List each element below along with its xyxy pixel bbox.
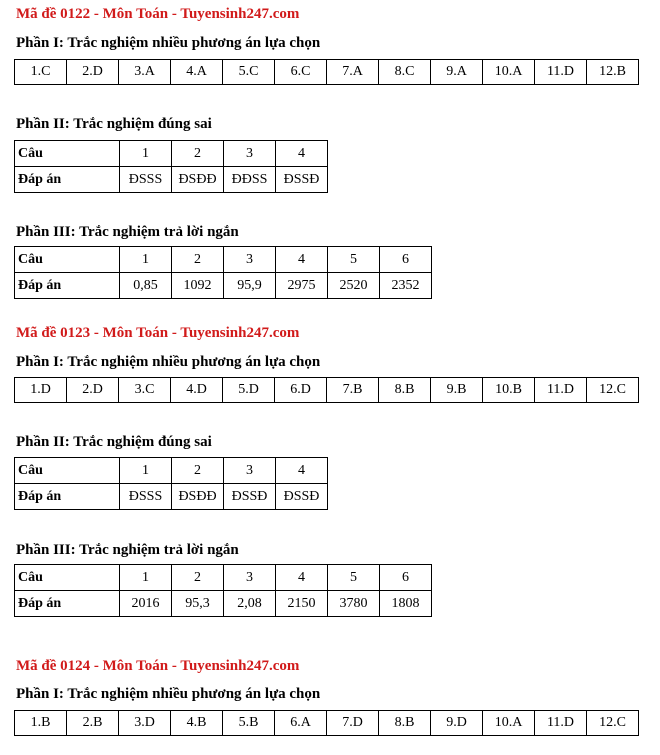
question-cell: 5 — [328, 247, 380, 273]
part2-answer-table — [14, 457, 328, 510]
part3-answer-table — [14, 564, 432, 617]
answer-cell: 6.A — [275, 711, 327, 736]
question-cell: 4 — [276, 565, 328, 591]
question-cell: 1 — [120, 565, 172, 591]
answer-cell: 7.D — [327, 711, 379, 736]
answer-cell: 1.B — [15, 711, 67, 736]
answer-cell: ĐSĐĐ — [172, 167, 224, 193]
question-cell: 4 — [276, 458, 328, 484]
question-cell: 2 — [172, 458, 224, 484]
answer-cell: 9.D — [431, 711, 483, 736]
answer-cell: 4.B — [171, 711, 223, 736]
answer-cell: 2520 — [328, 273, 380, 299]
part1-answer-table — [14, 377, 639, 403]
part1-title: Phần I: Trắc nghiệm nhiều phương án lựa chọn — [16, 35, 321, 51]
answer-cell: 8.C — [379, 60, 431, 85]
answer-cell: 9.B — [431, 378, 483, 403]
part1-answer-table — [14, 710, 639, 736]
answer-cell: ĐSSS — [120, 167, 172, 193]
question-cell: 1 — [120, 458, 172, 484]
answer-cell: 12.C — [587, 711, 639, 736]
row-label: Đáp án — [15, 484, 120, 510]
answer-cell: 11.D — [535, 378, 587, 403]
part2-title: Phần II: Trắc nghiệm đúng sai — [16, 116, 212, 132]
exam-code-title: Mã đề 0124 - Môn Toán - Tuyensinh247.com — [16, 658, 300, 674]
answer-cell: 6.C — [275, 60, 327, 85]
answer-cell: 2016 — [120, 591, 172, 617]
question-cell: 1 — [120, 247, 172, 273]
answer-cell: 4.D — [171, 378, 223, 403]
table-row — [15, 378, 639, 403]
answer-cell: 11.D — [535, 60, 587, 85]
answer-cell: ĐSĐĐ — [172, 484, 224, 510]
part3-answer-table — [14, 246, 432, 299]
answer-cell: 7.A — [327, 60, 379, 85]
table-row — [15, 591, 432, 617]
answer-cell: 5.D — [223, 378, 275, 403]
part3-title: Phần III: Trắc nghiệm trả lời ngắn — [16, 542, 239, 558]
answer-cell: 7.B — [327, 378, 379, 403]
answer-cell: 1808 — [380, 591, 432, 617]
row-label: Đáp án — [15, 167, 120, 193]
table-row — [15, 141, 328, 167]
answer-cell: 10.B — [483, 378, 535, 403]
answer-cell: ĐĐSS — [224, 167, 276, 193]
question-cell: 2 — [172, 141, 224, 167]
answer-cell: 3.D — [119, 711, 171, 736]
question-cell: 3 — [224, 565, 276, 591]
answer-cell: 2.B — [67, 711, 119, 736]
table-row — [15, 484, 328, 510]
exam-code-title: Mã đề 0123 - Môn Toán - Tuyensinh247.com — [16, 325, 300, 341]
row-label: Câu — [15, 565, 120, 591]
answer-cell: 3780 — [328, 591, 380, 617]
answer-cell: 10.A — [483, 711, 535, 736]
table-row — [15, 60, 639, 85]
answer-cell: 3.A — [119, 60, 171, 85]
answer-cell: 10.A — [483, 60, 535, 85]
question-cell: 5 — [328, 565, 380, 591]
question-cell: 6 — [380, 247, 432, 273]
answer-cell: 5.C — [223, 60, 275, 85]
answer-cell: 12.C — [587, 378, 639, 403]
answer-cell: ĐSSĐ — [276, 167, 328, 193]
row-label: Đáp án — [15, 273, 120, 299]
part1-answer-table — [14, 59, 639, 85]
answer-cell: 1092 — [172, 273, 224, 299]
answer-cell: 5.B — [223, 711, 275, 736]
question-cell: 3 — [224, 458, 276, 484]
question-cell: 1 — [120, 141, 172, 167]
table-row — [15, 565, 432, 591]
table-row — [15, 711, 639, 736]
answer-cell: 95,3 — [172, 591, 224, 617]
answer-cell: 2975 — [276, 273, 328, 299]
question-cell: 4 — [276, 247, 328, 273]
question-cell: 2 — [172, 247, 224, 273]
row-label: Đáp án — [15, 591, 120, 617]
answer-cell: 9.A — [431, 60, 483, 85]
answer-cell: 2,08 — [224, 591, 276, 617]
question-cell: 3 — [224, 247, 276, 273]
part1-title: Phần I: Trắc nghiệm nhiều phương án lựa chọn — [16, 686, 321, 702]
answer-cell: ĐSSĐ — [276, 484, 328, 510]
question-cell: 2 — [172, 565, 224, 591]
table-row — [15, 167, 328, 193]
answer-cell: 95,9 — [224, 273, 276, 299]
row-label: Câu — [15, 141, 120, 167]
table-row — [15, 458, 328, 484]
answer-cell: 2150 — [276, 591, 328, 617]
answer-cell: 2.D — [67, 378, 119, 403]
row-label: Câu — [15, 458, 120, 484]
answer-cell: 0,85 — [120, 273, 172, 299]
answer-cell: 4.A — [171, 60, 223, 85]
answer-cell: 1.C — [15, 60, 67, 85]
answer-cell: 2352 — [380, 273, 432, 299]
answer-cell: 8.B — [379, 711, 431, 736]
table-row — [15, 273, 432, 299]
exam-code-title: Mã đề 0122 - Môn Toán - Tuyensinh247.com — [16, 6, 300, 22]
question-cell: 6 — [380, 565, 432, 591]
answer-cell: 1.D — [15, 378, 67, 403]
answer-cell: 6.D — [275, 378, 327, 403]
answer-cell: 11.D — [535, 711, 587, 736]
part1-title: Phần I: Trắc nghiệm nhiều phương án lựa chọn — [16, 354, 321, 370]
answer-cell: ĐSSĐ — [224, 484, 276, 510]
answer-cell: ĐSSS — [120, 484, 172, 510]
part2-title: Phần II: Trắc nghiệm đúng sai — [16, 434, 212, 450]
answer-cell: 8.B — [379, 378, 431, 403]
answer-cell: 12.B — [587, 60, 639, 85]
question-cell: 4 — [276, 141, 328, 167]
question-cell: 3 — [224, 141, 276, 167]
part2-answer-table — [14, 140, 328, 193]
answer-cell: 2.D — [67, 60, 119, 85]
part3-title: Phần III: Trắc nghiệm trả lời ngắn — [16, 224, 239, 240]
table-row — [15, 247, 432, 273]
row-label: Câu — [15, 247, 120, 273]
answer-cell: 3.C — [119, 378, 171, 403]
